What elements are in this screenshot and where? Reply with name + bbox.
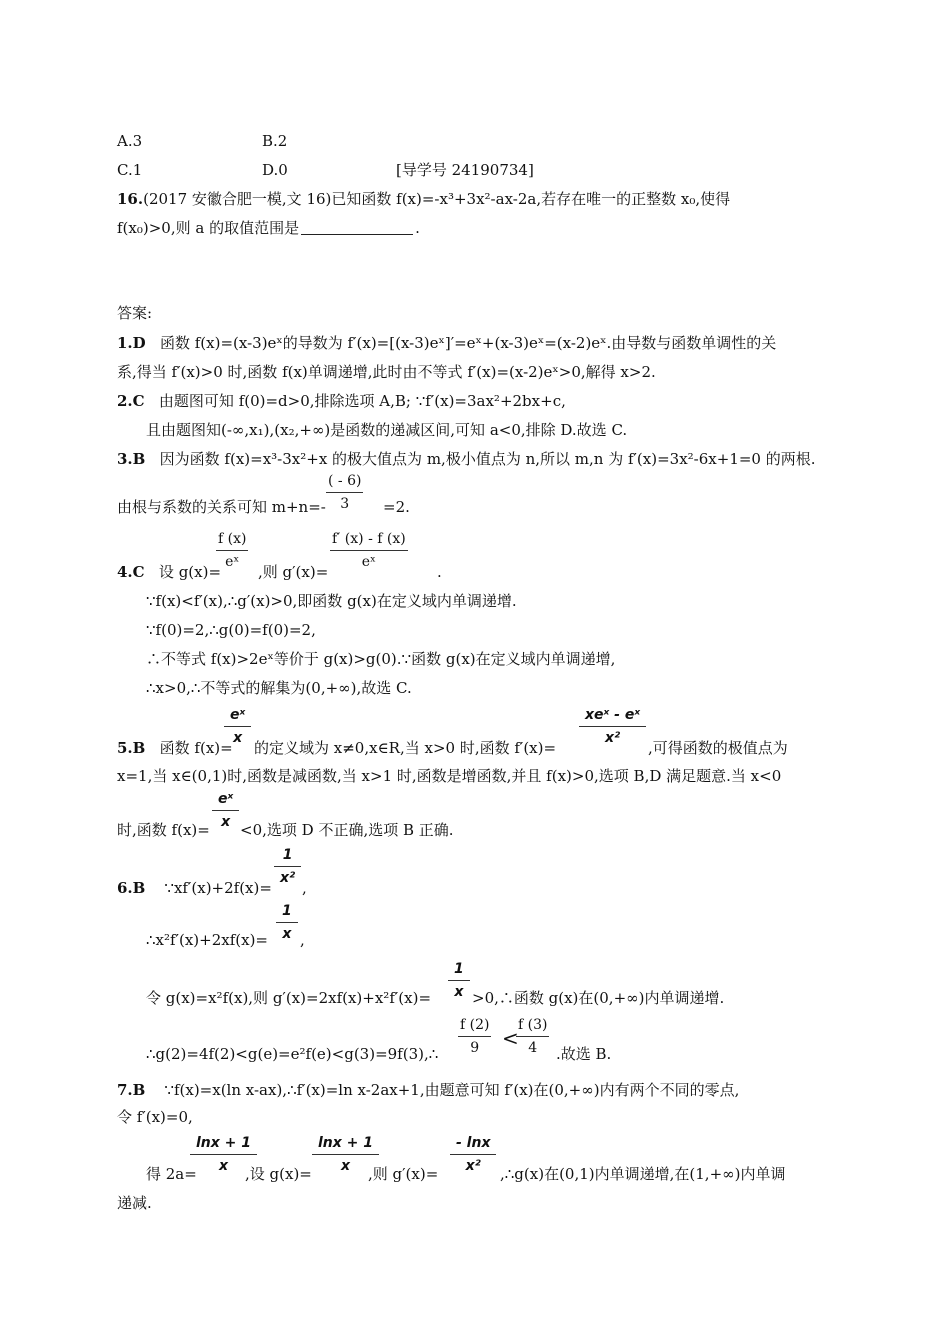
answer-4-line-2: ∵f(x)<f′(x),∴g′(x)>0,即函数 g(x)在定义域内单调递增. — [146, 592, 517, 610]
answer-label: 6.B — [117, 879, 146, 897]
answer-7-line-3-post: ,∴g(x)在(0,1)内单调递增,在(1,+∞)内单调 — [500, 1165, 786, 1183]
fraction-denominator: x — [282, 926, 292, 942]
answer-label: 1.D — [117, 334, 146, 352]
fraction-denominator: eˣ — [225, 554, 240, 570]
answer-4-line-3: ∵f(0)=2,∴g(0)=f(0)=2, — [146, 621, 316, 639]
fraction-numerator: xeˣ - eˣ — [579, 706, 646, 727]
answer-6-line-4-post: .故选 B. — [556, 1045, 612, 1063]
answer-5-line-1-pre — [117, 738, 233, 758]
question-16-line-2 — [117, 218, 420, 238]
fraction-denominator: 4 — [528, 1040, 538, 1056]
answer-7-line-1 — [117, 1080, 739, 1100]
fraction-denominator: x — [340, 1158, 351, 1174]
answer-6-line-2-post: , — [300, 931, 305, 949]
fraction-numerator: ( - 6) — [326, 472, 363, 493]
fraction-one-over-x-2 — [448, 960, 470, 1001]
fraction-numerator: f (2) — [458, 1016, 491, 1037]
answer-1-line-2: 系,得当 f′(x)>0 时,函数 f(x)单调递增,此时由不等式 f′(x)=(x-2)eˣ>0,解得 x>2. — [117, 363, 656, 381]
question-text: f(x₀)>0,则 a 的取值范围是 — [117, 219, 300, 237]
fraction-denominator: x² — [465, 1158, 481, 1174]
answer-text: 由题图可知 f(0)=d>0,排除选项 A,B; ∵f′(x)=3ax²+2bx+c, — [158, 392, 566, 410]
fraction-g — [216, 530, 248, 571]
fraction-g-derivative-7 — [450, 1134, 496, 1175]
answer-text: ∵f(x)=x(ln x-ax),∴f′(x)=ln x-2ax+1,由题意可知 f′(x)在(0,+∞)内有两个不同的零点, — [164, 1081, 740, 1099]
answer-7-line-3-pre: 得 2a= — [146, 1165, 197, 1183]
fraction-f-derivative — [579, 706, 646, 747]
answer-3-line-2-post: =2. — [383, 498, 410, 516]
fraction-numerator: f (x) — [216, 530, 248, 551]
fraction-m-plus-n — [326, 472, 363, 513]
answer-7-line-2: 令 f′(x)=0, — [117, 1108, 193, 1126]
fraction-denominator: x² — [280, 870, 296, 886]
answer-4-line-1-mid: ,则 g′(x)= — [258, 563, 329, 581]
fraction-one-over-x-squared — [274, 846, 301, 887]
answer-6-line-3-post: >0,∴函数 g(x)在(0,+∞)内单调递增. — [472, 989, 725, 1007]
answer-3-line-2-pre: 由根与系数的关系可知 m+n=- — [117, 498, 326, 516]
fraction-f2-over-9 — [458, 1016, 491, 1057]
answer-label: 5.B — [117, 739, 146, 757]
answer-6-line-1-post: , — [302, 879, 307, 897]
fraction-numerator: eˣ — [224, 706, 251, 727]
answer-6-line-2-pre: ∴x²f′(x)+2xf(x)= — [146, 931, 268, 949]
reference-number: [导学号 24190734] — [396, 161, 534, 179]
fraction-denominator: x — [221, 814, 231, 830]
fraction-f3-over-4 — [516, 1016, 549, 1057]
answer-text: 函数 f(x)= — [159, 739, 233, 757]
option-a: A.3 — [117, 132, 143, 150]
fraction-numerator: 1 — [276, 902, 298, 923]
option-c: C.1 — [117, 161, 143, 179]
answer-7-line-4: 递减. — [117, 1194, 152, 1212]
answer-4-line-1-post: . — [437, 563, 442, 581]
question-16-line-1 — [117, 189, 730, 209]
answer-text: 函数 f(x)=(x-3)eˣ的导数为 f′(x)=[(x-3)eˣ]′=eˣ+(x-3)eˣ=(x-2)eˣ.由导数与函数单调性的关 — [159, 334, 777, 352]
answer-label: 3.B — [117, 450, 146, 468]
answer-label: 2.C — [117, 392, 145, 410]
answer-4-line-4: ∴不等式 f(x)>2eˣ等价于 g(x)>g(0).∵函数 g(x)在定义域内单调递增, — [146, 650, 616, 668]
question-text: . — [415, 219, 420, 237]
answers-heading: 答案: — [117, 304, 153, 322]
answer-1-line-1 — [117, 333, 776, 353]
fraction-denominator: x — [218, 1158, 229, 1174]
option-d: D.0 — [262, 161, 288, 179]
answer-label: 7.B — [117, 1081, 146, 1099]
answer-6-line-3-pre: 令 g(x)=x²f(x),则 g′(x)=2xf(x)+x²f′(x)= — [146, 989, 432, 1007]
fraction-f-repeat — [212, 790, 239, 831]
answer-4-line-1-pre — [117, 562, 221, 582]
fraction-one-over-x — [276, 902, 298, 943]
question-text: (2017 安徽合肥一模,文 16)已知函数 f(x)=-x³+3x²-ax-2a,若存在唯一的正整数 x₀,使得 — [143, 190, 731, 208]
fraction-numerator: 1 — [274, 846, 301, 867]
fraction-denominator: 3 — [340, 496, 350, 512]
answer-5-line-1-post: ,可得函数的极值点为 — [648, 739, 788, 757]
fraction-numerator: lnx + 1 — [190, 1134, 257, 1155]
answer-5-line-2: x=1,当 x∈(0,1)时,函数是减函数,当 x>1 时,函数是增函数,并且 f(x)>0,选项 B,D 满足题意.当 x<0 — [117, 767, 782, 785]
fraction-numerator: eˣ — [212, 790, 239, 811]
answer-4-line-5: ∴x>0,∴不等式的解集为(0,+∞),故选 C. — [146, 679, 412, 697]
answer-7-line-3-mid2: ,则 g′(x)= — [368, 1165, 439, 1183]
answer-5-line-3-post: <0,选项 D 不正确,选项 B 正确. — [240, 821, 454, 839]
fraction-numerator: f (3) — [516, 1016, 549, 1037]
fraction-denominator: eˣ — [361, 554, 376, 570]
answer-7-line-3-mid: ,设 g(x)= — [245, 1165, 312, 1183]
answer-3-line-1 — [117, 449, 816, 469]
answer-5-line-3-pre: 时,函数 f(x)= — [117, 821, 210, 839]
fraction-numerator: - lnx — [450, 1134, 496, 1155]
answer-6-line-4-pre: ∴g(2)=4f(2)<g(e)=e²f(e)<g(3)=9f(3),∴ — [146, 1045, 439, 1063]
fraction-g-derivative — [330, 530, 408, 571]
fraction-denominator: x — [454, 984, 464, 1000]
answer-6-line-1-pre — [117, 878, 272, 898]
answer-2-line-1 — [117, 391, 566, 411]
answer-label: 4.C — [117, 563, 145, 581]
answer-5-line-1-mid: 的定义域为 x≠0,x∈R,当 x>0 时,函数 f′(x)= — [254, 739, 557, 757]
answer-text: 因为函数 f(x)=x³-3x²+x 的极大值点为 m,极小值点为 n,所以 m,n 为 f′(x)=3x²-6x+1=0 的两根. — [159, 450, 816, 468]
fraction-f — [224, 706, 251, 747]
fraction-denominator: x — [233, 730, 243, 746]
fraction-numerator: f′ (x) - f (x) — [330, 530, 408, 551]
fraction-numerator: 1 — [448, 960, 470, 981]
question-number: 16. — [117, 190, 144, 208]
answer-blank — [301, 220, 413, 235]
answer-text: 设 g(x)= — [158, 563, 222, 581]
answer-text: ∵xf′(x)+2f(x)= — [164, 879, 272, 897]
fraction-numerator: lnx + 1 — [312, 1134, 379, 1155]
fraction-denominator: 9 — [470, 1040, 480, 1056]
less-than-sign: < — [502, 1026, 519, 1050]
answer-2-line-2: 且由题图知(-∞,x₁),(x₂,+∞)是函数的递减区间,可知 a<0,排除 D.故选 C. — [146, 421, 628, 439]
fraction-denominator: x² — [604, 730, 621, 746]
option-b: B.2 — [262, 132, 288, 150]
